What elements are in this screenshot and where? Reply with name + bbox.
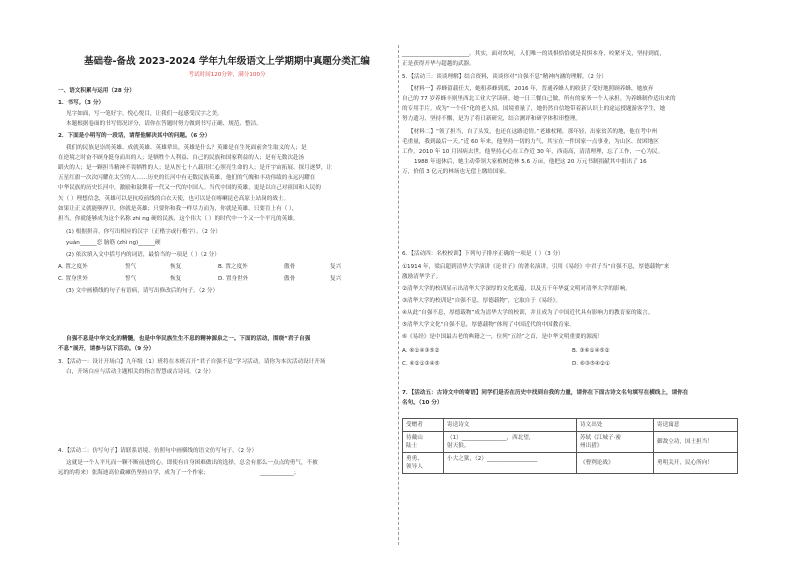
table-header: 寄送诗文 xyxy=(444,419,577,432)
passage-line: 矢（ ）理想信念，英雄可以是抗疫前线的白衣天使，也可以是在喀喇昆仑高原上站岗的战士。 xyxy=(58,196,290,202)
option-d: D. 置身世外 xyxy=(218,276,249,282)
section-intro: 自强不息是中华文化的精髓，也是中华民族生生不息的精神源泉之一。下面的活动，围绕“君子自强 xyxy=(66,336,311,342)
poem-meaning: 御敌立功，国士担当！ xyxy=(657,439,713,445)
poem-source: 《曹刿论战》 xyxy=(580,460,614,466)
option-c: C. ⑥②①③④⑤ xyxy=(402,361,440,367)
table-cell xyxy=(403,432,444,453)
section-intro: 不息”展开，请参与以下活动。（9 分） xyxy=(58,346,155,352)
table-header: 诗文出处 xyxy=(577,419,654,432)
option-d: D. ⑥③⑤④②① xyxy=(572,361,610,367)
sub-question: (1) 根据拼音，你写出相应的汉字（正楷字或行楷字）。（2 分） xyxy=(66,229,221,235)
poem-text: 射天狼。 xyxy=(447,443,470,449)
sentence-1: ①1914 年，梁启超到清华大学演讲《论君子》的著名演讲，引用《易经》中君子当“自强不息，厚德载物”来 xyxy=(402,264,670,270)
passage-line: 五星红旗一次次闪耀在太空的人……历史的长河中有无数民族英雄，他们的气魄和丰功伟绩的永远闪耀在 xyxy=(58,175,316,181)
passage-line: 如果让正义就能够捍卫，你就是英雄；只要你和我一样尽力而为，你就是英雄。只要肯上有（ ）， xyxy=(58,206,298,212)
material-line: 【材料一】养蜂留载任大，她租养蜂到底，2016 年，普通养蜂人的收获了受好地照顾养蜂，她放弃 xyxy=(408,86,654,92)
option-b: B. ③⑥①④⑤② xyxy=(572,348,610,354)
q4-continuation: 正是获得开华与超越的武器。 xyxy=(402,61,475,67)
question-7: 名句。（10 分） xyxy=(402,400,443,406)
option-d-word: 复兴 xyxy=(330,276,342,282)
material-line: 1988 年退休后，她主动带领大家植树造林 5.6 万亩，他把这 20 万元书制捐献其中捐出了 16 xyxy=(414,159,647,165)
sentence-2: ②清华大学的校训显示出清华大学深厚的文化底蕴，以及五千年华夏文明对清华大学的影响。 xyxy=(402,286,631,292)
option-c-word: 恢复 xyxy=(170,276,182,282)
table-cell xyxy=(577,432,654,453)
poem-meaning: 勇明关开，民心所向！ xyxy=(657,460,713,466)
table-row xyxy=(403,432,738,453)
answer-blank[interactable]: ____________； xyxy=(260,470,300,476)
question-3: 白，开场白应与活动主题相关的指言智慧或古诗词。（2 分） xyxy=(66,369,214,375)
material-line: 万，价值 3 亿元的林场也无偿上缴给国家。 xyxy=(402,169,510,175)
table-cell[interactable] xyxy=(444,432,577,453)
question-5: 5．【活动三：谈谈理解】结合资料，谈谈你对“自强不息”精神内涵的理解。（2 分） xyxy=(402,74,607,80)
recipient: 待戴山 xyxy=(406,435,423,441)
poem-source: 苏轼《江城子·密 xyxy=(580,435,621,441)
question-6: 6．【活动四：名校校训】下列句子排序正确的一项是（ ）（3 分） xyxy=(402,251,564,257)
q4-text: 这就是一个人平凡而一颗不断前进的心，即使有自身困难做出的选择，总会有那么一点点的勇气，不被 xyxy=(66,460,318,466)
option-a: A. ⑥①④③⑤② xyxy=(402,348,440,354)
pinyin-blanks: yuàn______恋 脑筋 (zhì ng)______硬 xyxy=(66,240,161,246)
q4-text: 远的的将来）张海迪高位截瘫仍坚持自学，成为了一个作家； xyxy=(58,470,210,476)
material-line: 自己的 77 岁养蜂丰则里西北工业大学读研。她一日三餐自己做，所有的家务一个人承担。为养蜂制作适出来的 xyxy=(402,96,676,102)
poem-blank[interactable]: 小大之狱，（2）__________________ xyxy=(447,456,538,462)
recipient: 陆士 xyxy=(406,443,418,449)
poem-table xyxy=(402,418,738,474)
table-header: 寄送寓意 xyxy=(654,419,738,432)
sentence-6: ⑥《易经》是中国最古老的典籍之一，位列“五经”之首，是中华文明重要的源流！ xyxy=(402,334,603,340)
table-header: 受赠者 xyxy=(403,419,444,432)
passage-line: 中华民族的历史长河中，激励和鼓舞着一代又一代的中国人。当代中国的英雄，更是以自己对祖国和人民的 xyxy=(58,185,321,191)
option-a: A. 置之度外 xyxy=(58,264,88,270)
q1-text: 本题根据卷面的书写情况评分，请你在答题时努力做到书写正确、规范、整洁。 xyxy=(66,121,262,127)
q1-text: 见字如面，写一笔好字，悦心悦目，让我们一起感受汉字之美。 xyxy=(66,111,223,117)
table-cell xyxy=(654,432,738,453)
page-title: 基础卷-备战 2023-2024 学年九年级语文上学期期中真题分类汇编 xyxy=(84,56,370,67)
option-a-word: 誓气 xyxy=(125,264,137,270)
option-c: C. 置身世外 xyxy=(58,276,88,282)
option-a-word: 恢复 xyxy=(170,264,182,270)
passage-line: 在逆境之时奋不顾身挺身而出的人；是牺牲个人利益、自己的民族和国家利益的人；是有无数次赴汤 xyxy=(58,155,305,161)
table-row xyxy=(403,453,738,474)
table-cell[interactable] xyxy=(444,453,577,474)
sub-question: (3) 文中画横线的句子有语病，请写出修改后的句子。（2 分） xyxy=(66,288,219,294)
question-3: 3．【活动一：设计开场白】九年级（1）班将在本班召开“君子自强不息”学习活动，请你为本次活动设计开场 xyxy=(58,359,326,365)
recipient: 勇勇、 xyxy=(406,456,423,462)
material-line: 【材料二】“领了担当，自了头发，也还在这路追情。”老雄杖精，那年轻，出家贫苦的地，他在考中州 xyxy=(408,129,658,135)
table-cell xyxy=(654,453,738,474)
section-heading: 一、语文积累与运用（28 分） xyxy=(58,88,135,94)
passage-line: 担当，你就能够成为这个名称 zhì ng 硬的民族、这个伟大（ ）的时代中一个又一个平凡的英雄。 xyxy=(58,216,299,222)
option-b: B. 置之度外 xyxy=(218,264,248,270)
passage-line: 我们的民族是崇尚英雄、成就英雄、英雄辈出。英雄是什么？英雄是在生死面前舍生取义的人；是 xyxy=(66,145,307,151)
column-divider xyxy=(398,45,399,545)
table-header-row xyxy=(403,419,738,432)
sentence-3: ③清华大学的校训是“自强不息，厚德载物”，它取自于《易经》。 xyxy=(402,298,562,304)
option-d-word: 傲骨 xyxy=(284,276,296,282)
option-b-word: 傲骨 xyxy=(284,264,296,270)
sub-question: (2) 依次填入文中括号内的词语，最恰当的一项是（ ）（2 分） xyxy=(66,252,220,258)
poem-blank[interactable]: （1）________________，西北望， xyxy=(447,435,535,441)
passage-line: 蹈火的人；是一颗担当精神不畏牺牲的人；是从医七十八载用仁心照亮生命的人；是开宇宙拓展、探月逐梦，让 xyxy=(58,165,333,171)
sentence-4: ④从此“自强不息，厚德载物”成为清华大学的校训，并且成为了中国近代具有影响力的教育家的箴言。 xyxy=(402,310,654,316)
table-cell xyxy=(403,453,444,474)
poem-source: 州出猎》 xyxy=(580,443,603,449)
option-c-word: 誓气 xyxy=(125,276,137,282)
question-1: 1．书写。（3 分） xyxy=(58,100,105,106)
q4-continuation: ________________________。其实，面对坎坷，人们唯一的畏惧恰恰就是畏惧本身，咬紧牙关，坚持到底， xyxy=(402,51,665,57)
material-line: 工作。2010 年 10 月因病去世。他坚持心心在工作近 30 年，西南高，清清理理，忘了工作，一心为民。 xyxy=(402,149,664,155)
sentence-1: 激励清华学子。 xyxy=(402,274,442,280)
sentence-5: ⑤清华大学文化“自强不息，厚德载物”体现了中国近代的中国教育家。 xyxy=(402,322,576,328)
question-4: 4．【活动二：仿写句子】请联系语境，仿照句中画横线的语文仿写句子。（2 分） xyxy=(58,448,258,454)
material-line: 努力遗习，坚持不懈，是为了将日新研究，结合测评和研学体积串整理。 xyxy=(402,116,582,122)
material-line: 毛重量，我到最后一天。”近 60 年来，他坚持一切的力气，其宝在一件国家一点事业，为山区、贫困地区 xyxy=(402,139,659,145)
material-line: 的专用手片。成为“一个佳”化的老人招。国境重量了，她仍然自信地带着新认识上的途运授题游客学生，她 xyxy=(402,106,666,112)
option-b-word: 复兴 xyxy=(330,264,342,270)
question-2: 2．下面是小明写的一段话，请帮他解决其中的问题。（6 分） xyxy=(58,133,211,139)
question-7: 7．【活动五：古诗文中的寄语】同学们是否在历史中找到自我的力量，请你在下面古诗文名句填写在横线上，请你在 xyxy=(402,390,689,396)
recipient: 领导人 xyxy=(406,464,423,470)
exam-info: 考试时间120分钟，满分100分 xyxy=(188,72,266,78)
table-cell xyxy=(577,453,654,474)
